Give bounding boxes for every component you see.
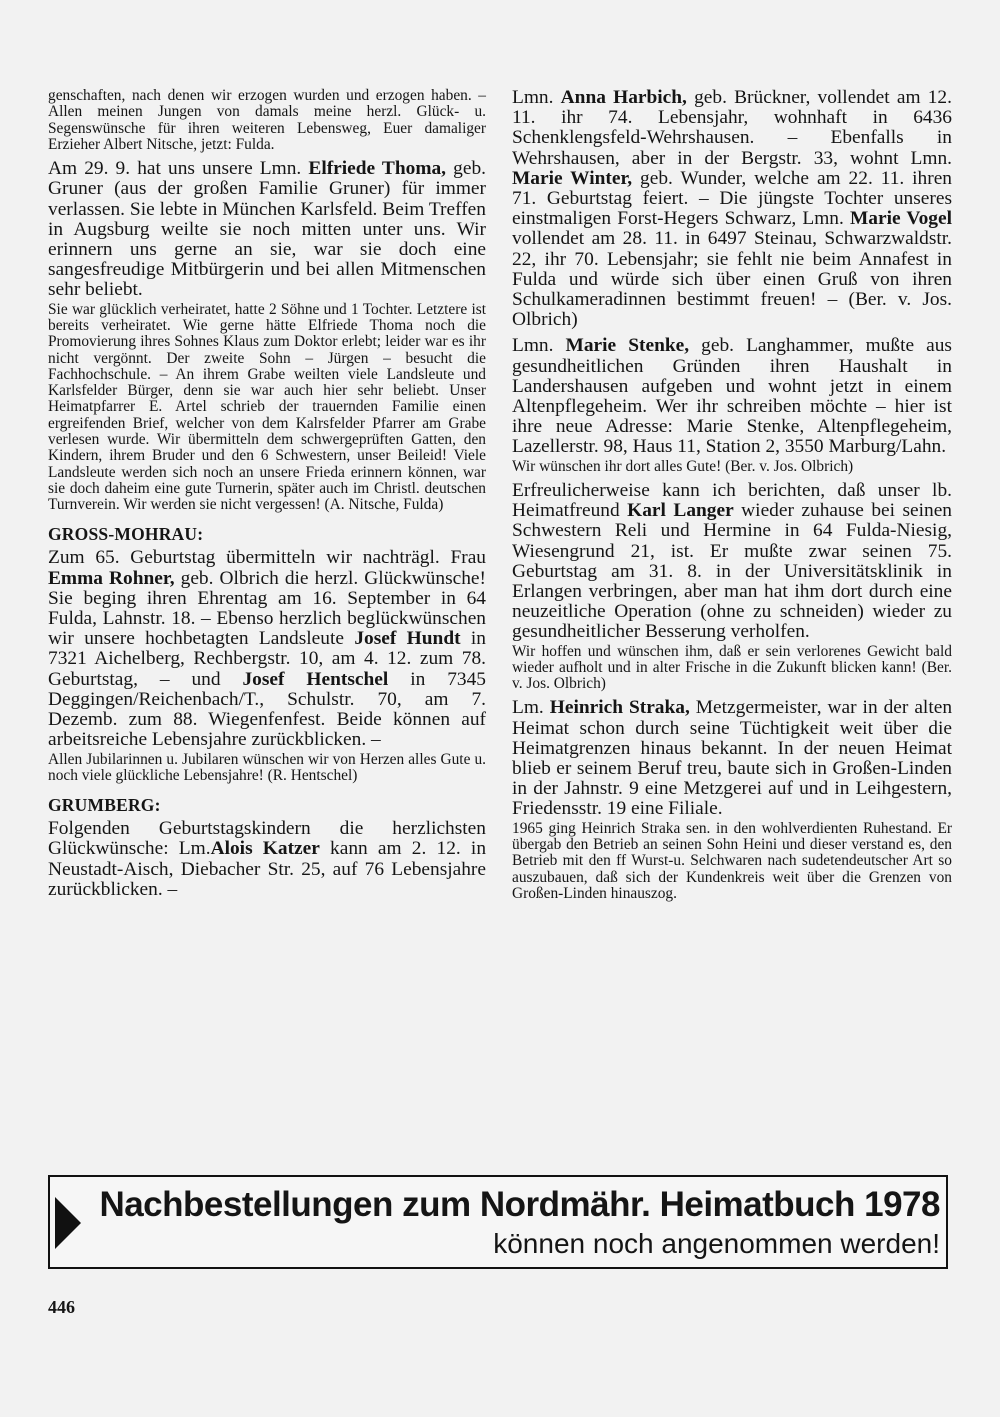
- paragraph-langer-wishes: Wir hoffen und wünschen ihm, daß er sein verlorenes Gewicht bald wieder aufholt und in alter Frische in die Zukunft blicken kann! (Ber. v. Jos. Olbrich): [512, 642, 952, 693]
- person-name: Marie Vogel: [850, 208, 953, 230]
- person-name: Anna Harbich,: [560, 87, 687, 108]
- paragraph-harbich-winter-vogel: [512, 88, 952, 330]
- text: Zum 65. Geburtstag übermitteln wir nachträgl. Frau: [48, 547, 486, 569]
- text: wieder zuhause bei seinen Schwestern Reli und Hermine in 64 Fulda-Niesig, Wiesengrund 21, ist. Er mußte zwar seinen 75. Geburtstag am 31. 8. in der Universitätsklinik in Erlangen verbringen, aber man hat ihm dort durch eine neuzeitliche Operation (ohne zu schneiden) wieder zu gesundheitlicher Besserung verholfen.: [512, 500, 953, 643]
- person-name: Alois Katzer: [210, 838, 320, 860]
- left-column: [48, 88, 486, 901]
- text: Metzgermeister, war in der alten Heimat schon durch seine Tüchtigkeit weit über die Heimatgrenzen hinaus bekannt. In der neuen Heimat blieb er seinem Beruf treu, baute sich in Großen-Linden in der Jahnstr. 9 eine Metzgerei auf und in Leihgestern, Friedensstr. 19 eine Filiale.: [512, 697, 953, 820]
- paragraph-nitsche-greeting: genschaften, nach denen wir erzogen wurden und erzogen haben. – Allen meinen Jungen von damals meine herzl. Glück- u. Segenswünsche für ihren weiteren Lebensweg, Euer damaliger Erzieher Albert Nitsche, jetzt: Fulda.: [48, 87, 486, 153]
- text: geb. Olbrich die herzl. Glückwünsche! Sie beging ihren Ehrentag am 16. September in 64 Fulda, Lahnstr. 18. – Ebenso herzlich beglückwünschen wir unsere hochbetagten Landsleute: [48, 567, 486, 650]
- text: in 7321 Aichelberg, Rechbergstr. 10, am 4. 12. zum 78. Geburtstag, – und: [48, 628, 486, 690]
- section-heading-grumberg: GRUMBERG:: [48, 795, 161, 816]
- paragraph-straka: [512, 698, 952, 819]
- text: kann am 2. 12. in Neustadt-Aisch, Diebacher Str. 25, auf 76 Lebensjahre zurückblicken. –: [48, 838, 487, 900]
- arrow-right-icon: [55, 1197, 81, 1249]
- person-name: Elfriede Thoma,: [308, 158, 447, 180]
- text: geb. Langhammer, mußte aus gesundheitlichen Gründen ihren Haushalt in Landershausen aufgeben und wohnt jetzt in einem Altenpflegeheim. Wer ihr schreiben möchte – hier ist ihre neue Adresse: Marie Stenke, Altenpflegeheim, Lazellerstr. 98, Haus 11, Station 2, 3550 Marburg/Lahn.: [512, 335, 952, 458]
- paragraph-stenke-wishes: Wir wünschen ihr dort alles Gute! (Ber. v. Jos. Olbrich): [512, 457, 854, 475]
- section-heading-gross-mohrau: GROSS-MOHRAU:: [48, 524, 204, 545]
- text: Lmn.: [512, 87, 561, 108]
- paragraph-thoma-details: Sie war glücklich verheiratet, hatte 2 Söhne und 1 Tochter. Letztere ist bereits verheiratet. Wie gerne hätte Elfriede Thoma noch die Promovierung ihres Sohnes Klaus zum Doktor erlebt; leider war es ihr nicht vergönnt. Der zweite Sohn – Jürgen – besucht die Fachhochschule. – An ihrem Grabe weilten viele Landsleute und Karlsfelder Bürger, denn sie war auch hier sehr beliebt. Unser Heimatpfarrer E. Artel schrieb der trauernden Familie einen ergreifenden Brief, welcher von dem Kalrsfelder Pfarrer am Grabe verlesen wurde. Wir übermitteln dem schwergeprüften Gatten, den Kindern, ihrem Bruder und den 6 Schwestern, unser Beileid! Viele Landsleute werden sich noch an unsere Frieda erinnern können, war sie doch daheim eine gute Turnerin, später auch im Christl. deutschen Turnverein. Wir werden sie nicht vergessen! (A. Nitsche, Fulda): [48, 300, 486, 514]
- text: Folgenden Geburtstagskindern die herzlichsten Glückwünsche: Lm.: [48, 818, 486, 860]
- text: geb. Gruner (aus der großen Familie Gruner) für immer verlassen. Sie lebte in München Karlsfeld. Beim Treffen in Augsburg weilte sie noch mitten unter uns. Wir erinnern uns gerne an sie, war sie doch eine sangesfreudige Mitbürgerin und bei allen Mitmenschen sehr beliebt.: [48, 158, 487, 301]
- paragraph-gross-mohrau-birthdays: [48, 548, 486, 750]
- text: Am 29. 9. hat uns unsere Lmn.: [48, 158, 309, 180]
- person-name: Karl Langer: [627, 500, 734, 522]
- paragraph-grumberg-birthdays: [48, 819, 486, 900]
- paragraph-straka-details: 1965 ging Heinrich Straka sen. in den wohlverdienten Ruhestand. Er übergab den Betrieb an seinen Sohn Heini und dieser verstand es, den Betrieb mit den ff Wurst-u. Selchwaren nach sudetendeutscher Art so auszubauen, daß sich der Kundenkreis weit über die Grenzen von Großen-Linden hinauszog.: [512, 819, 952, 902]
- right-column: [512, 88, 952, 903]
- text: Erfreulicherweise kann ich berichten, daß unser lb. Heimatfreund: [512, 479, 952, 522]
- text: Lmn.: [512, 335, 566, 357]
- text: Lm.: [512, 697, 550, 719]
- paragraph-thoma-obituary: [48, 159, 486, 300]
- person-name: Marie Stenke,: [565, 335, 690, 357]
- paragraph-langer: [512, 481, 952, 643]
- person-name: Josef Hundt: [354, 628, 461, 650]
- person-name: Heinrich Straka,: [549, 697, 690, 719]
- text: vollendet am 28. 11. in 6497 Steinau, Schwarzwaldstr. 22, ihr 70. Lebensjahr; sie fehlt nie beim Annafest in Fulda und würde sich über einen Gruß von ihren Schulkameradinnen bestimmt freuen! – (Ber. v. Jos. Olbrich): [512, 228, 952, 331]
- page-number: 446: [48, 1297, 75, 1317]
- person-name: Josef Hentschel: [242, 668, 389, 690]
- banner-subline: können noch angenommen werden!: [493, 1228, 940, 1259]
- paragraph-stenke: [512, 336, 952, 457]
- person-name: Marie Winter,: [512, 167, 633, 189]
- paragraph-jubilare-wishes: Allen Jubilarinnen u. Jubilaren wünschen wir von Herzen alles Gute u. noch viele glückliche Lebensjahre! (R. Hentschel): [48, 750, 486, 784]
- text: in 7345 Deggingen/Reichenbach/T., Schulstr. 70, am 7. Dezemb. zum 88. Wiegenfenfest. Beide können auf arbeitsreiche Lebensjahre zurückblicken. –: [48, 668, 486, 751]
- person-name: Emma Rohner,: [48, 567, 175, 589]
- banner-headline: Nachbestellungen zum Nordmähr. Heimatbuch 1978: [99, 1185, 940, 1224]
- text: geb. Brückner, vollendet am 12. 11. ihr 74. Lebensjahr, wohnhaft in 6436 Schenklengsfeld-Wehrshausen. – Ebenfalls in Wehrshausen, aber in der Bergstr. 33, wohnt Lmn.: [512, 87, 952, 169]
- text: geb. Wunder, welche am 22. 11. ihren 71. Geburtstag feiert. – Die jüngste Tochter unseres einstmaligen Forst-Hegers Schwarz, Lmn.: [512, 167, 952, 230]
- heimatbuch-banner: [48, 1175, 948, 1269]
